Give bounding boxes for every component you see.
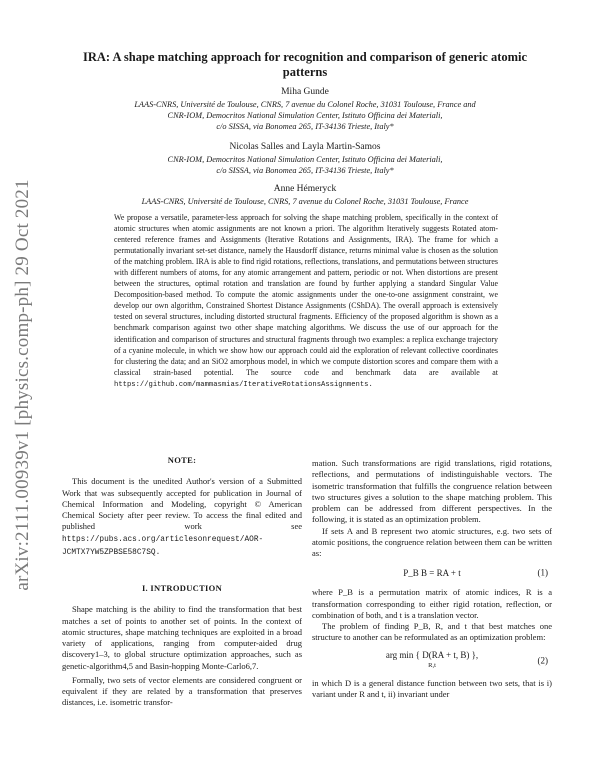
publication-link[interactable]: https://pubs.acs.org/articlesonrequest/AOR-JCMTX7YW5ZPBSE58C7SQ. (62, 535, 264, 557)
arxiv-identifier: arXiv:2111.00939v1 [physics.comp-ph] 29 Oct 2021 (12, 179, 33, 591)
note-heading: NOTE: (167, 455, 197, 465)
equation-1-body: P_B B = RA + t (403, 567, 461, 578)
affiliation-line: c/o SISSA, via Bonomea 265, IT-34136 Trieste, Italy* (216, 122, 394, 132)
body-paragraph-1: mation. Such transformations are rigid translations, rigid rotations, reflections, and permutations of indistinguishable vectors. The isometric transformation that fulfills the congruence relation between two structures gives a solution to the shape matching problem. This problem can be addressed from different perspectives. In the following, it is stated as an optimization problem. (312, 458, 552, 525)
arxiv-stamp (12, 175, 34, 595)
affiliation-line: CNR-IOM, Democritos National Simulation Center, Istituto Officina dei Materiali, (167, 111, 443, 121)
author-name-1: Miha Gunde (281, 87, 329, 97)
body-paragraph-2: If sets A and B represent two atomic structures, e.g. two sets of atomic positions, the congruence relation between them can be written as: (312, 525, 552, 558)
introduction-heading: I. INTRODUCTION (141, 583, 223, 593)
source-code-link[interactable]: https://github.com/mammasmias/IterativeRotationsAssignments. (114, 380, 373, 389)
paper-title: IRA: A shape matching approach for recognition and comparison of generic atomic patterns (82, 50, 528, 79)
left-column (62, 455, 302, 709)
intro-paragraph-2: Formally, two sets of vector elements are considered congruent or equivalent if they are related by a transformation that preserves distances, i.e. isometric transfor- (62, 674, 302, 708)
body-paragraph-5: in which D is a general distance function between two sets, that is i) variant under R and t, ii) invariant under (312, 677, 552, 699)
author-name-3: Anne Hémeryck (273, 184, 337, 194)
abstract (114, 212, 498, 391)
body-paragraph-4: The problem of finding P_B, R, and t that best matches one structure to another can be reformulated as an optimization problem: (312, 621, 552, 643)
intro-paragraph-1: Shape matching is the ability to find the transformation that best matches a set of points to another set of points. In the context of atomic structures, shape matching techniques are exploited in a broad variety of applications, ranging from computer-aided drug discovery1–3, to global structure optimization approaches, such as genetic-algorithm4,5 and Basin-hopping Monte-Carlo6,7. (62, 604, 302, 671)
note-paragraph (62, 476, 302, 559)
note-text: This document is the unedited Author's version of a Submitted Work that was subsequently accepted for publication in Journal of Chemical Information and Modeling, copyright © American Chemical Society after peer review. To access the final edited and published work see (62, 476, 302, 532)
author-name-2: Nicolas Salles and Layla Martin-Samos (229, 142, 381, 152)
affiliation-line: LAAS-CNRS, Université de Toulouse, CNRS, 7 avenue du Colonel Roche, 31031 Toulouse, France and (134, 100, 476, 109)
right-column (312, 458, 552, 700)
equation-2-subscript: R,t (428, 662, 436, 669)
affiliation-1 (90, 99, 520, 133)
abstract-text: We propose a versatile, parameter-less approach for solving the shape matching problem, specifically in the context of atomic structures when atomic assignments are not known a priori. The algorithm Iteratively suggests Rotated atom-centered reference frames and Assignments (Iterative Rotations and Assignments, IRA). The frame for which a permutationally invariant set-set distance, namely the Hausdorff distance, returns minimal value is chosen as the solution of the matching problem. IRA is able to find rigid rotations, reflections, translations, and permutations between structures with different numbers of atoms, for any atomic arrangement and pattern, periodic or not. When distortions are present between the structures, optimal rotation and translation are found by further applying a standard Singular Value Decomposition-based method. To compute the atomic assignments under the one-to-one assignment constraint, we develop our own algorithm, Constrained Shortest Distance Assignments (CShDA). The overall approach is extensively tested on several structures, including distorted structural fragments. Efficiency of the proposed algorithm is shown as a benchmark comparison against two other shape matching algorithms. We discuss the use of our approach for the identification and comparison of structures and structural fragments through two examples: a replica exchange trajectory of a cyanine molecule, in which we show how our approach could aid the exploration of relevant collective coordinates for clustering the data; and an SiO2 amorphous model, in which we compute distortion scores and compare them with a classical strain-based potential. The source code and benchmark data are available at (114, 213, 498, 377)
affiliation-2 (90, 154, 520, 176)
affiliation-line: CNR-IOM, Democritos National Simulation Center, Istituto Officina dei Materiali, (167, 155, 443, 164)
equation-2-number: (2) (537, 654, 548, 665)
affiliation-line: c/o SISSA, via Bonomea 265, IT-34136 Trieste, Italy* (216, 166, 394, 176)
equation-1 (312, 559, 552, 587)
affiliation-3 (70, 196, 540, 207)
equation-1-number: (1) (537, 567, 548, 578)
affiliation-line: LAAS-CNRS, Université de Toulouse, CNRS, 7 avenue du Colonel Roche, 31031 Toulouse, France (141, 197, 469, 206)
equation-2-body: arg min { D(RA + t, B) }, (385, 649, 479, 660)
body-paragraph-3: where P_B is a permutation matrix of atomic indices, R is a transformation corresponding to either rigid rotation, reflection, or combination of both, and t is a translation vector. (312, 587, 552, 620)
equation-2 (312, 644, 552, 678)
